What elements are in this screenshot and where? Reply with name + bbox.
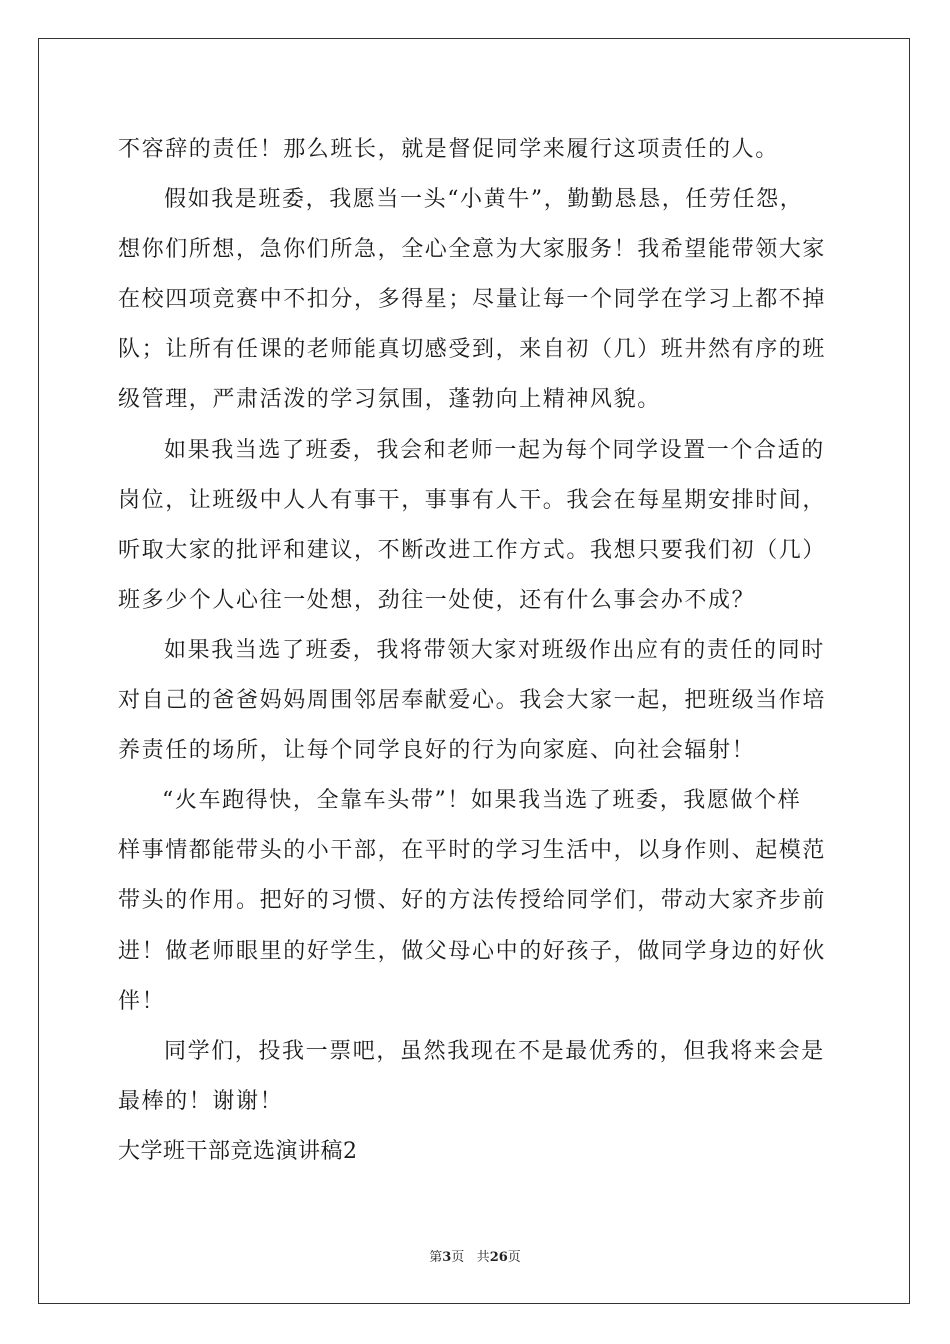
text-line: 级管理，严肃活泼的学习氛围，蓬勃向上精神风貌。: [118, 387, 661, 413]
page-number: 3: [442, 1250, 452, 1265]
text-line: 队；让所有任课的老师能真切感受到，来自初（几）班井然有序的班: [118, 337, 827, 363]
text-line: 最棒的！谢谢！: [118, 1088, 284, 1114]
total-prefix: 共: [476, 1250, 490, 1265]
text-line: 进！做老师眼里的好学生，做父母心中的好孩子，做同学身边的好伙: [118, 938, 827, 964]
page-label-prefix: 第: [429, 1250, 443, 1265]
paragraph-start-line: 如果我当选了班委，我会和老师一起为每个同学设置一个合适的: [164, 437, 825, 463]
text-line: 养责任的场所，让每个同学良好的行为向家庭、向社会辐射！: [118, 738, 756, 764]
text-line: 岗位，让班级中人人有事干，事事有人干。我会在每星期安排时间，: [118, 487, 827, 513]
total-suffix: 页: [507, 1250, 521, 1265]
text-line: 在校四项竞赛中不扣分，多得星；尽量让每一个同学在学习上都不掉: [118, 287, 827, 313]
document-body: [118, 125, 834, 1177]
total-pages: 26: [489, 1250, 508, 1265]
section-heading: 大学班干部竞选演讲稿2: [118, 1138, 358, 1164]
text-line: 不容辞的责任！那么班长，就是督促同学来履行这项责任的人。: [118, 137, 779, 162]
paragraph-start-line: “火车跑得快，全靠车头带”！如果我当选了班委，我愿做个样: [162, 788, 802, 814]
text-line: 对自己的爸爸妈妈周围邻居奉献爱心。我会大家一起，把班级当作培: [118, 688, 827, 714]
text-line: 样事情都能带头的小干部，在平时的学习生活中，以身作则、起模范: [118, 838, 827, 864]
text-line: 带头的作用。把好的习惯、好的方法传授给同学们，带动大家齐步前: [118, 888, 827, 914]
page-label-suffix: 页: [451, 1250, 465, 1265]
paragraph-start-line: 假如我是班委，我愿当一头“小黄牛”，勤勤恳恳，任劳任怨，: [164, 187, 804, 213]
paragraph-start-line: 如果我当选了班委，我将带领大家对班级作出应有的责任的同时: [164, 637, 825, 663]
text-line: 班多少个人心往一处想，劲往一处使，还有什么事会办不成？: [118, 587, 756, 613]
text-line: 想你们所想，急你们所急，全心全意为大家服务！我希望能带领大家: [118, 237, 827, 263]
page-footer: [0, 1246, 950, 1265]
paragraph-start-line: 同学们，投我一票吧，虽然我现在不是最优秀的，但我将来会是: [164, 1038, 825, 1064]
text-line: 伴！: [118, 988, 166, 1014]
text-line: 听取大家的批评和建议，不断改进工作方式。我想只要我们初（几）: [118, 537, 827, 563]
